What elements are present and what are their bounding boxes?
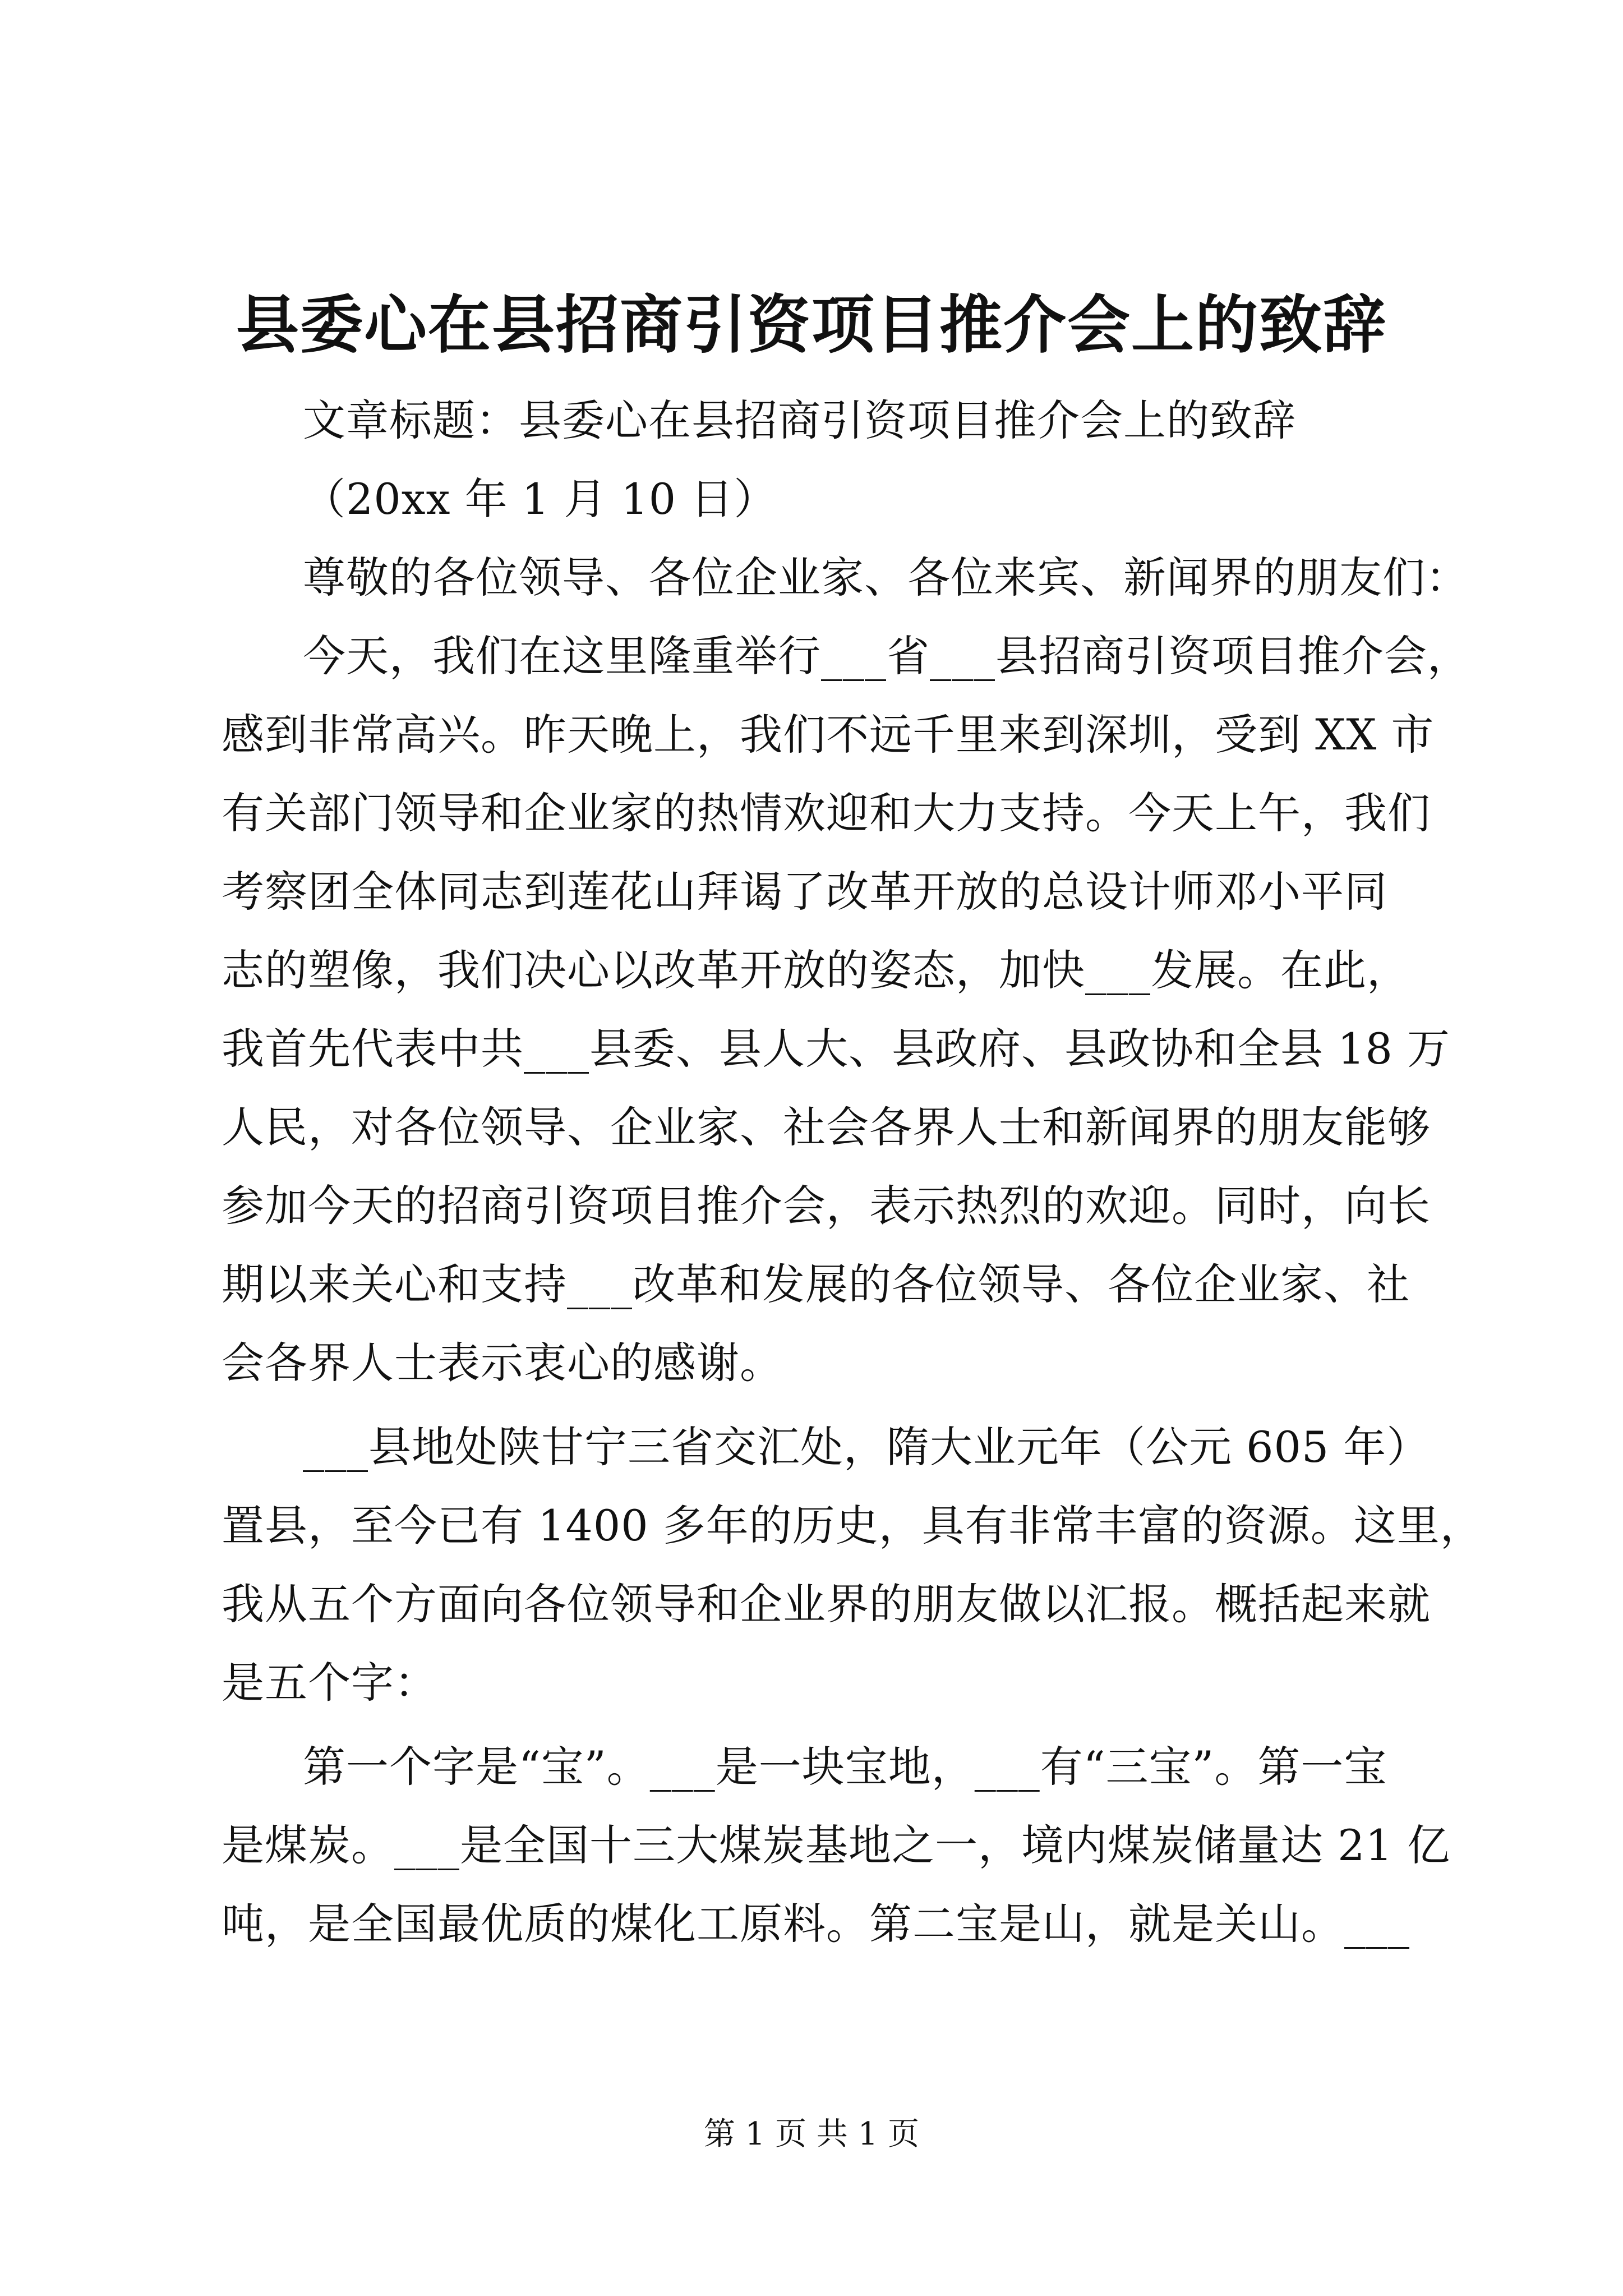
text-line: 参加今天的招商引资项目推介会，表示热烈的欢迎。同时，向长 xyxy=(222,1181,1431,1231)
text-line: 第一个字是“宝”。___是一块宝地，___有“三宝”。第一宝 xyxy=(303,1742,1387,1792)
text-line: 会各界人士表示衷心的感谢。 xyxy=(222,1338,783,1388)
text-line: 感到非常高兴。昨天晚上，我们不远千里来到深圳，受到 XX 市 xyxy=(222,710,1435,760)
text-line: 文章标题：县委心在县招商引资项目推介会上的致辞 xyxy=(303,395,1296,445)
text-line: 是五个字： xyxy=(222,1658,437,1708)
text-line: 吨，是全国最优质的煤化工原料。第二宝是山，就是关山。___ xyxy=(222,1899,1410,1949)
text-line: 我从五个方面向各位领导和企业界的朋友做以汇报。概括起来就 xyxy=(222,1579,1431,1629)
text-line: 今天，我们在这里隆重举行___省___县招商引资项目推介会， xyxy=(303,631,1470,681)
text-line: 是煤炭。___是全国十三大煤炭基地之一，境内煤炭储量达 21 亿 xyxy=(222,1820,1451,1870)
document-title: 县委心在县招商引资项目推介会上的致辞 xyxy=(236,288,1387,362)
text-line: 置县，至今已有 1400 多年的历史，具有非常丰富的资源。这里， xyxy=(222,1501,1483,1550)
text-line: ___县地处陕甘宁三省交汇处，隋大业元年（公元 605 年） xyxy=(303,1422,1430,1472)
text-line: 尊敬的各位领导、各位企业家、各位来宾、新闻界的朋友们： xyxy=(303,553,1469,602)
text-line: 考察团全体同志到莲花山拜谒了改革开放的总设计师邓小平同 xyxy=(222,867,1387,917)
text-line: 期以来关心和支持___改革和发展的各位领导、各位企业家、社 xyxy=(222,1259,1410,1309)
text-line: 人民，对各位领导、企业家、社会各界人士和新闻界的朋友能够 xyxy=(222,1102,1431,1152)
text-line: 我首先代表中共___县委、县人大、县政府、县政协和全县 18 万 xyxy=(222,1024,1451,1074)
page-footer: 第 1 页 共 1 页 xyxy=(703,2116,920,2152)
text-line: 志的塑像，我们决心以改革开放的姿态，加快___发展。在此， xyxy=(222,945,1410,995)
text-line: （20xx 年 1 月 10 日） xyxy=(303,474,777,524)
text-line: 有关部门领导和企业家的热情欢迎和大力支持。今天上午，我们 xyxy=(222,788,1431,838)
